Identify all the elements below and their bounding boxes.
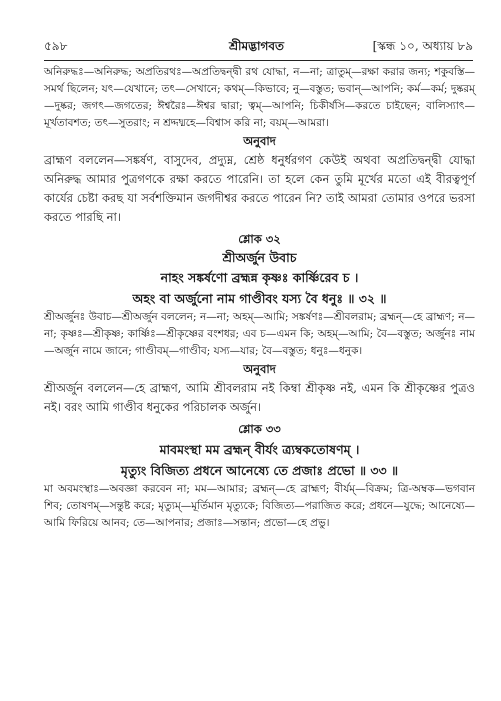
translation-heading-1: অনুবাদ [243,134,276,148]
verse-32-speaker: শ্রীঅর্জুন উবাচ [222,250,297,265]
verse-32-synonyms: শ্রীঅর্জুনঃ উবাচ—শ্রীঅর্জুন বললেন; ন—না; অহম্—আমি; সঙ্কর্ষণঃ—শ্রীবলরাম; ব্রহ্মন্—হে ব্রাহ্মণ; ন—না; কৃষ্ণঃ—শ্রীকৃষ্ণ; কার্ষ্ণিঃ—শ্রীকৃষ্ণের বংশধর; এব চ—এমন কি; অহম্—আমি; বৈ—বস্তুত; অর্জুনঃ নাম—অর্জুন নামে জানে; গাণ্ডীবম্—গাণ্ডীব; যস্য—যার; বৈ—বস্তুত; ধনুঃ—ধনুক। [44,311,475,357]
verse-33-line-2: মৃত্যুং বিজিত্য প্রধনে আনেষ্যে তে প্রজাঃ প্রভো ॥ ৩৩ ॥ [120,463,399,478]
verse-32-translation: শ্রীঅর্জুন বললেন—হে ব্রাহ্মণ, আমি শ্রীবলরাম নই কিম্বা শ্রীকৃষ্ণ নই, এমন কি শ্রীকৃষ্ণের পুত্রও নই। বরং আমি গাণ্ডীব ধনুকের পরিচালক অর্জুন। [44,381,475,414]
chapter-reference: [স্কন্ধ ১০, অধ্যায় ৮৯ [372,39,473,53]
page-number: ৫৯৮ [44,39,68,53]
verse-32-label: শ্লোক ৩২ [238,232,281,246]
verse-33-label: শ্লোক ৩৩ [238,422,281,436]
page-body [44,64,475,532]
translation-paragraph-1: ব্রাহ্মণ বললেন—সঙ্কর্ষণ, বাসুদেব, প্রদ্যুম্ন, শ্রেষ্ঠ ধনুর্ধরগণ কেউই অথবা অপ্রতিদ্বন্দ্বী যোদ্ধা অনিরুদ্ধ আমার পুত্রগণকে রক্ষা করতে পারেনি। তা হলে কেন তুমি মূর্খের মতো এই বীরত্বপূর্ণ কার্যের চেষ্টা করছ যা সর্বশক্তিমান জগদীশ্বর করতে পারেন নি? তাই আমরা তোমার ওপরে ভরসা করতে পারছি না। [44,153,475,224]
verse-32-line-2: অহং বা অর্জুনো নাম গাণ্ডীবং যস্য বৈ ধনুঃ ॥ ৩২ ॥ [132,291,387,306]
synonyms-paragraph-top: অনিরুদ্ধঃ—অনিরুদ্ধ; অপ্রতিরথঃ—অপ্রতিদ্বন্দ্বী রথ যোদ্ধা, ন—না; ত্রাতুম্—রক্ষা করার জন্য; শকুবস্তি—সমর্থ ছিলেন; যৎ—যেখানে; তৎ—সেখানে; কথম্—কিভাবে; নু—বস্তুত; ভবান্—আপনি; কর্ম—কর্ম; দুষ্করম্—দুষ্কর; জগৎ—জগতের; ঈশ্বরৈঃ—ঈশ্বর দ্বারা; ত্বম্—আপনি; চিকীর্ষসি—করতে চাইছেন; বালিস্যাৎ—মূর্খতাবশত; তৎ—সুতরাং; ন শ্রদ্দধ্মহে—বিশ্বাস করি না; বয়ম্—আমরা। [44,66,475,129]
verse-32-translation-heading: অনুবাদ [243,362,276,376]
book-title: শ্রীমদ্ভাগবত [229,39,285,53]
page-header [44,38,473,56]
verse-33-synonyms: মা অবমংস্থাঃ—অবজ্ঞা করবেন না; মম—আমার; ব্রহ্মন্—হে ব্রাহ্মণ; বীর্যম্—বিক্রম; ত্রি-অম্বক—ভগবান শিব; তোষণম্—সন্তুষ্ট করে; মৃত্যুম্—মূর্তিমান মৃত্যুকে; বিজিত্য—পরাজিত করে; প্রধনে—যুদ্ধে; আনেষ্যে—আমি ফিরিয়ে আনব; তে—আপনার; প্রজাঃ—সন্তান; প্রভো—হে প্রভু। [44,483,475,529]
verse-33-line-1: মাবমংস্থা মম ব্রহ্মন্ বীর্যং ত্র্যম্বকতোষণম্ । [159,442,360,457]
header-divider [44,60,473,61]
verse-32-line-1: নাহং সঙ্কর্ষণো ব্রহ্মন্ন কৃষ্ণঃ কার্ষ্ণিরেব চ । [160,270,359,285]
